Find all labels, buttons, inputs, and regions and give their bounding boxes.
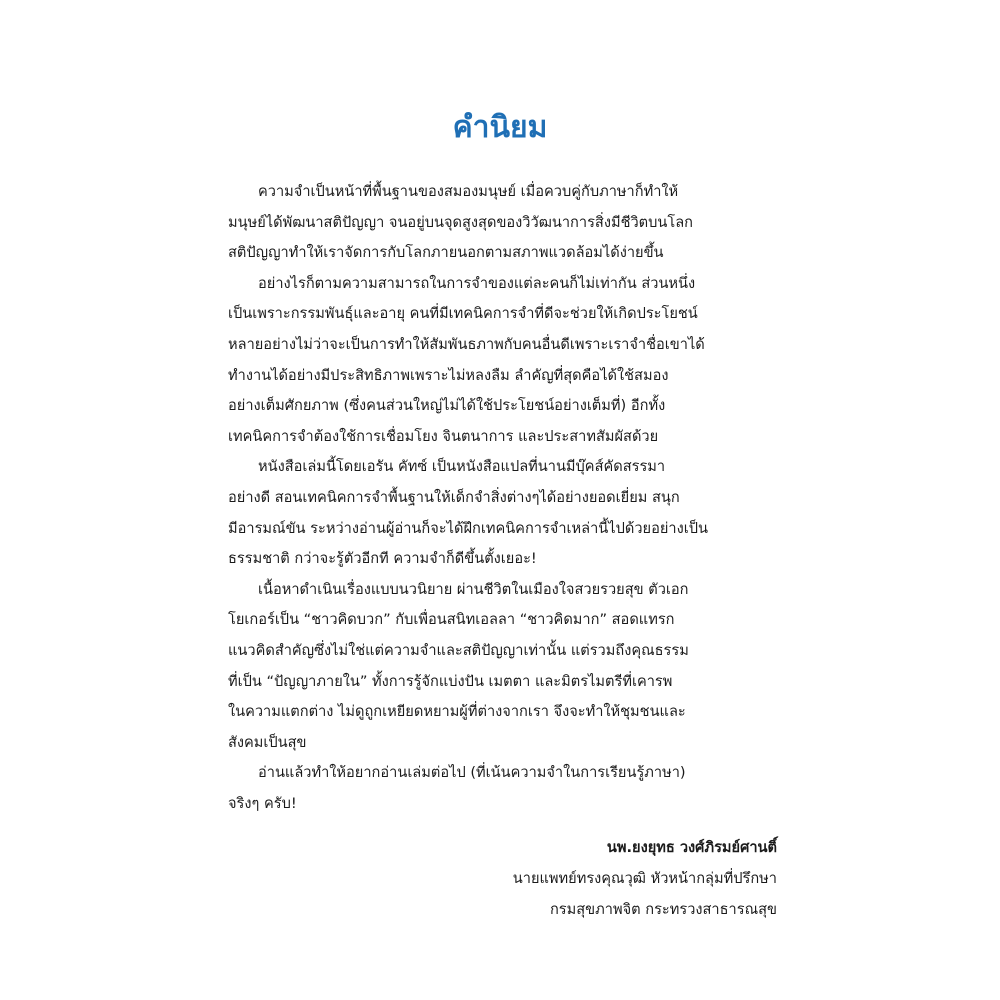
body-line: ธรรมชาติ กว่าจะรู้ตัวอีกที ความจำก็ดีขึ้นตั้งเยอะ! <box>228 550 537 568</box>
body-text <box>228 177 788 819</box>
body-line: ในความแตกต่าง ไม่ดูถูกเหยียดหยามผู้ที่ต่างจากเรา จึงจะทำให้ชุมชนและ <box>228 703 686 721</box>
body-line: อย่างไรก็ตามความสามารถในการจำของแต่ละคนก็ไม่เท่ากัน ส่วนหนึ่ง <box>258 274 696 292</box>
signature-block <box>513 832 777 925</box>
body-line: ทำงานได้อย่างมีประสิทธิภาพเพราะไม่หลงลืม ลำคัญที่สุดคือได้ใช้สมอง <box>228 366 669 384</box>
body-line: แนวคิดสำคัญซึ่งไม่ใช่แต่ความจำและสติปัญญาเท่านั้น แต่รวมถึงคุณธรรม <box>228 641 689 659</box>
body-line: มนุษย์ได้พัฒนาสติปัญญา จนอยู่บนจุดสูงสุดของวิวัฒนาการสิ่งมีชีวิตบนโลก <box>228 213 694 231</box>
body-line: ความจำเป็นหน้าที่พื้นฐานของสมองมนุษย์ เมื่อควบคู่กับภาษาก็ทำให้ <box>258 183 679 200</box>
body-line: โยเกอร์เป็น “ชาวคิดบวก” กับเพื่อนสนิทเอลลา “ชาวคิดมาก” สอดแทรก <box>228 611 675 629</box>
body-line: เป็นเพราะกรรมพันธุ์และอายุ คนที่มีเทคนิคการจำที่ดีจะช่วยให้เกิดประโยชน์ <box>228 305 698 323</box>
body-line: จริงๆ ครับ! <box>228 794 297 812</box>
body-line: อย่างเต็มศักยภาพ (ซึ่งคนส่วนใหญ่ไม่ได้ใช้ประโยชน์อย่างเต็มที่) อีกทั้ง <box>228 397 666 415</box>
body-line: หนังสือเล่มนี้โดยเอรัน คัทซ์ เป็นหนังสือแปลที่นานมีบุ๊คส์คัดสรรมา <box>258 458 666 476</box>
body-line: ที่เป็น “ปัญญาภายใน” ทั้งการรู้จักแบ่งปัน เมตตา และมิตรไมตรีที่เคารพ <box>228 672 673 690</box>
page-title: คำนิยม <box>452 110 548 145</box>
body-line: อ่านแล้วทำให้อยากอ่านเล่มต่อไป (ที่เน้นความจำในการเรียนรู้ภาษา) <box>258 764 686 782</box>
author-position: นายแพทย์ทรงคุณวุฒิ หัวหน้ากลุ่มที่ปรึกษา <box>512 870 777 887</box>
body-line: เนื้อหาดำเนินเรื่องแบบนวนิยาย ผ่านชีวิตในเมืองใจสวยรวยสุข ตัวเอก <box>258 580 689 598</box>
body-line: หลายอย่างไม่ว่าจะเป็นการทำให้สัมพันธภาพกับคนอื่นดีเพราะเราจำชื่อเขาได้ <box>228 335 705 353</box>
author-department: กรมสุขภาพจิต กระทรวงสาธารณสุข <box>549 901 777 918</box>
body-line: อย่างดี สอนเทคนิคการจำพื้นฐานให้เด็กจำสิ่งต่างๆได้อย่างยอดเยี่ยม สนุก <box>228 488 680 506</box>
body-line: สังคมเป็นสุข <box>228 733 307 751</box>
author-name: นพ.ยงยุทธ วงศ์ภิรมย์ศานติ์ <box>606 839 777 856</box>
body-line: มีอารมณ์ขัน ระหว่างอ่านผู้อ่านก็จะได้ฝึกเทคนิคการจำเหล่านี้ไปด้วยอย่างเป็น <box>228 519 708 537</box>
body-line: สติปัญญาทำให้เราจัดการกับโลกภายนอกตามสภาพแวดล้อมได้ง่ายขึ้น <box>228 244 664 262</box>
body-line: เทคนิคการจำต้องใช้การเชื่อมโยง จินตนาการ และประสาทสัมผัสด้วย <box>228 427 659 445</box>
